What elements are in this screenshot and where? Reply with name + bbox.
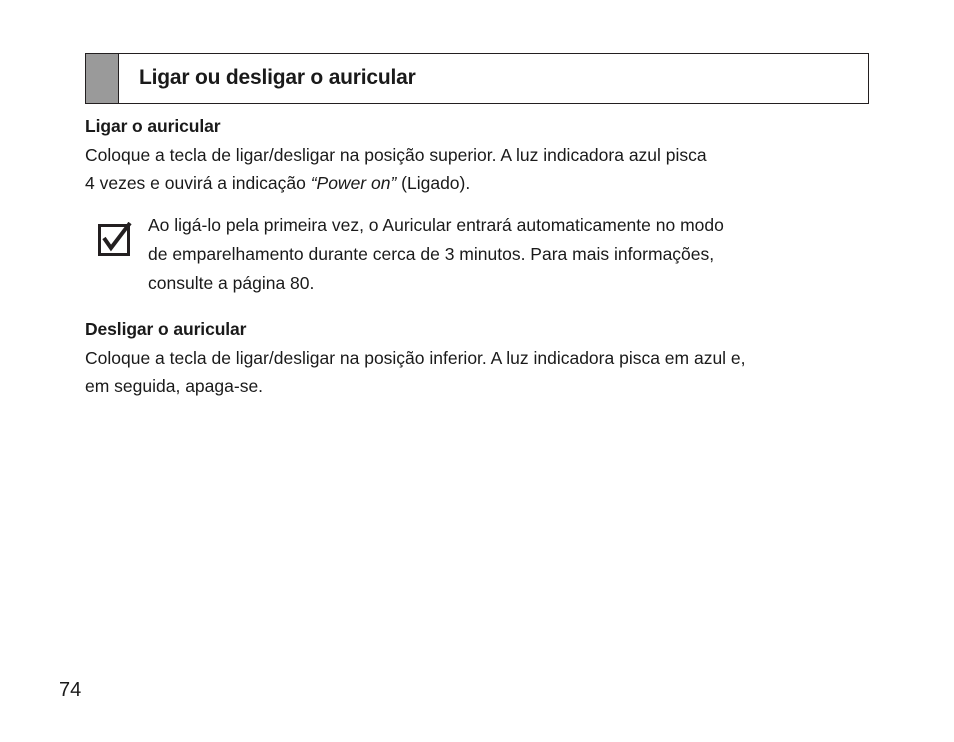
section-title: Ligar ou desligar o auricular bbox=[139, 66, 416, 89]
power-on-phrase: “Power on” bbox=[310, 173, 397, 193]
turn-on-paragraph bbox=[85, 141, 707, 197]
note-line-2: de emparelhamento durante cerca de 3 minutos. Para mais informações, bbox=[148, 244, 715, 264]
section-header bbox=[85, 53, 869, 104]
turn-off-line-2: em seguida, apaga-se. bbox=[85, 376, 264, 396]
turn-on-line-1: Coloque a tecla de ligar/desligar na posição superior. A luz indicadora azul pisca bbox=[85, 145, 707, 165]
checkbox-check-icon bbox=[98, 222, 132, 256]
note-line-3: consulte a página 80. bbox=[148, 273, 315, 293]
turn-on-line-2 bbox=[85, 169, 707, 197]
turn-off-paragraph bbox=[85, 344, 746, 400]
turn-on-heading: Ligar o auricular bbox=[85, 116, 221, 136]
turn-off-line-1: Coloque a tecla de ligar/desligar na posição inferior. A luz indicadora pisca em azul e, bbox=[85, 348, 746, 368]
page-number: 74 bbox=[59, 679, 82, 701]
note-text bbox=[148, 211, 724, 298]
turn-on-line-2-end: (Ligado). bbox=[396, 173, 471, 193]
note-line-1: Ao ligá-lo pela primeira vez, o Auricular entrará automaticamente no modo bbox=[148, 215, 724, 235]
turn-off-heading: Desligar o auricular bbox=[85, 319, 247, 339]
turn-on-line-2-start: 4 vezes e ouvirá a indicação bbox=[85, 173, 311, 193]
section-header-tab bbox=[86, 54, 119, 103]
